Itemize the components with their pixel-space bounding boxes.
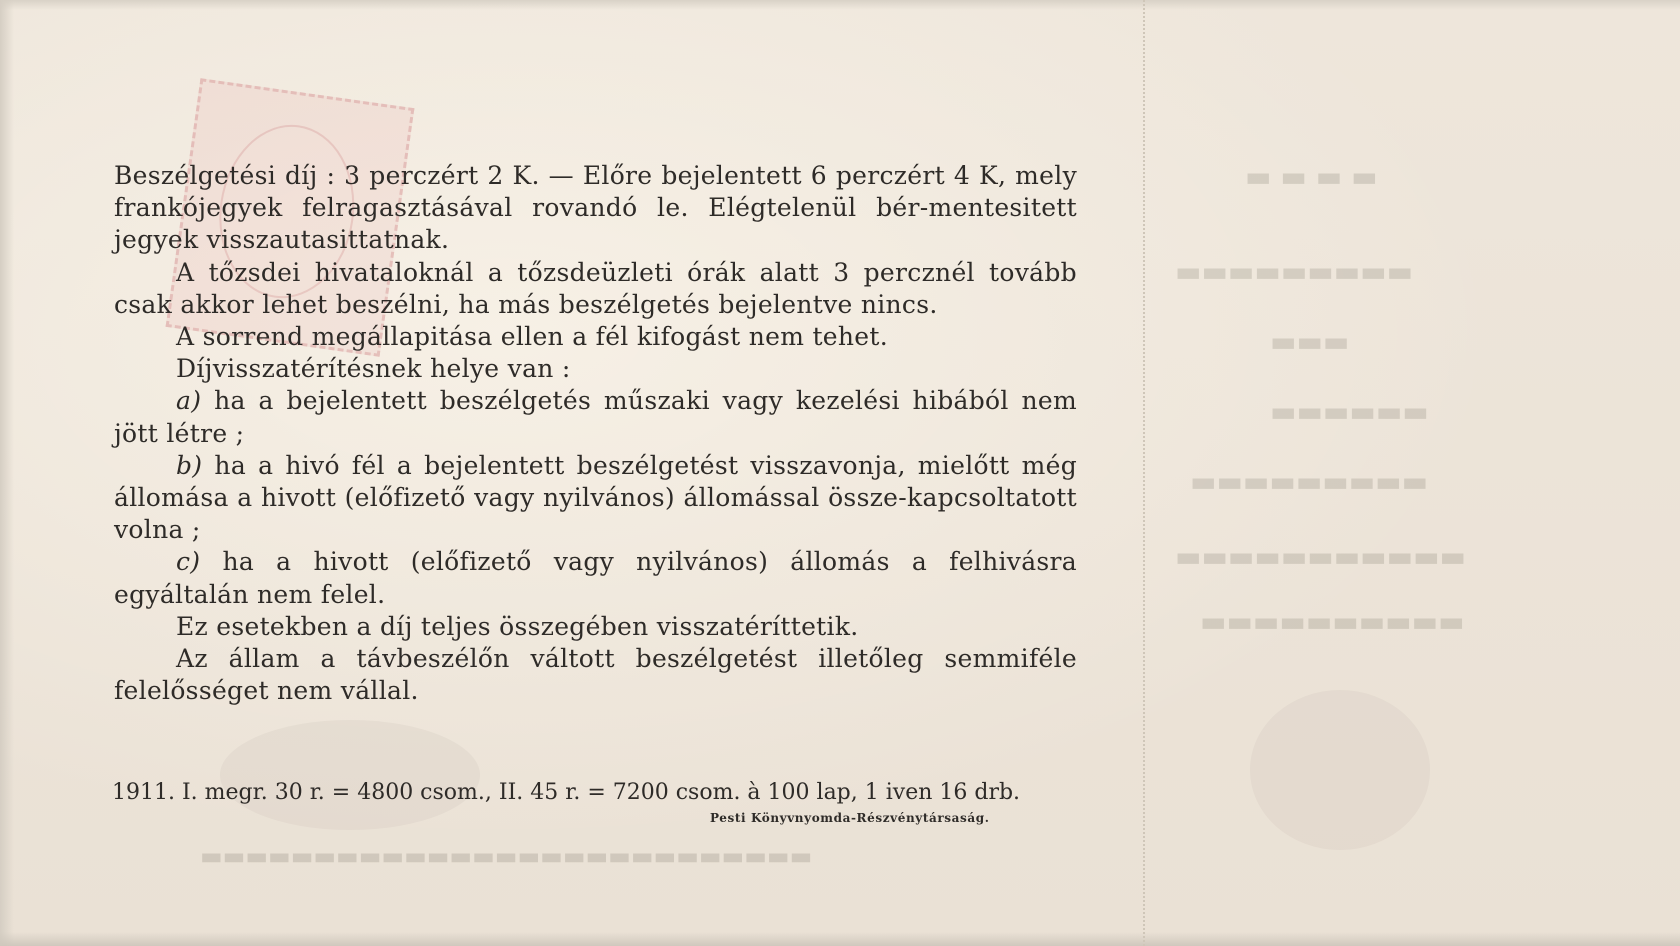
paper-top-edge (0, 0, 1680, 10)
case-label: a) (176, 386, 202, 416)
show-through-print: ▬▬▬▬▬▬▬▬▬ (1175, 255, 1414, 288)
printer-imprint: Pesti Könyvnyomda-Részvénytársaság. (710, 811, 990, 825)
terms-text (114, 160, 1077, 707)
terms-paragraph: Az állam a távbeszélőn váltott beszélgetést illetőleg semmiféle felelősséget nem vállal. (114, 644, 1077, 706)
paper-left-edge (0, 0, 14, 946)
terms-paragraph: Díjvisszatérítésnek helye van : (176, 354, 571, 384)
refund-case-c: c) ha a hivott (előfizető vagy nyilvános) állomás a felhivásra egyáltalán nem felel. (114, 547, 1077, 609)
show-through-print: ▬▬▬▬▬▬▬▬▬ (1190, 465, 1429, 498)
show-through-print: ▬ ▬ ▬ ▬ (1245, 160, 1378, 193)
show-through-print: ▬▬▬ (1270, 325, 1350, 358)
paper-bottom-edge (0, 932, 1680, 946)
show-through-print: ▬▬▬▬▬▬▬▬▬▬ (1200, 605, 1465, 638)
terms-paragraph: A tőzsdei hivataloknál a tőzsdeüzleti órák alatt 3 percznél tovább csak akkor lehet beszélni, ha más beszélgetés bejelentve nincs. (114, 257, 1077, 319)
show-through-print: ▬▬▬▬▬▬▬▬▬▬▬▬▬▬▬▬▬▬▬▬▬▬▬▬▬▬▬ (200, 842, 813, 870)
terms-paragraph: A sorrend megállapitása ellen a fél kifogást nem tehet. (176, 322, 888, 352)
faint-postmark (1250, 690, 1430, 850)
case-label: c) (176, 547, 201, 577)
faint-smudge (220, 720, 480, 830)
show-through-print: ▬▬▬▬▬▬ (1270, 395, 1429, 428)
show-through-print: ▬▬▬▬▬▬▬▬▬▬▬ (1175, 540, 1467, 573)
refund-case-a: a) ha a bejelentett beszélgetés műszaki vagy kezelési hibából nem jött létre ; (114, 386, 1078, 448)
print-run-info: 1911. I. megr. 30 r. = 4800 csom., II. 45 r. = 7200 csom. à 100 lap, 1 iven 16 drb. (112, 780, 1021, 805)
case-label: b) (176, 450, 203, 480)
refund-case-b: b) ha a hivó fél a bejelentett beszélgetést visszavonja, mielőtt még állomása a hivott (előfizető vagy nyilvános) állomással össze-kapcsoltatott volna ; (114, 450, 1077, 545)
terms-paragraph: Ez esetekben a díj teljes összegében visszatéríttetik. (176, 611, 859, 641)
perforation-line (1143, 0, 1145, 946)
terms-paragraph: Beszélgetési díj : 3 perczért 2 K. — Előre bejelentett 6 perczért 4 K, mely frankójegyek felragasztásával rovandó le. Elégtelenül bér-mentesitett jegyek visszautasittatnak. (114, 161, 1077, 255)
